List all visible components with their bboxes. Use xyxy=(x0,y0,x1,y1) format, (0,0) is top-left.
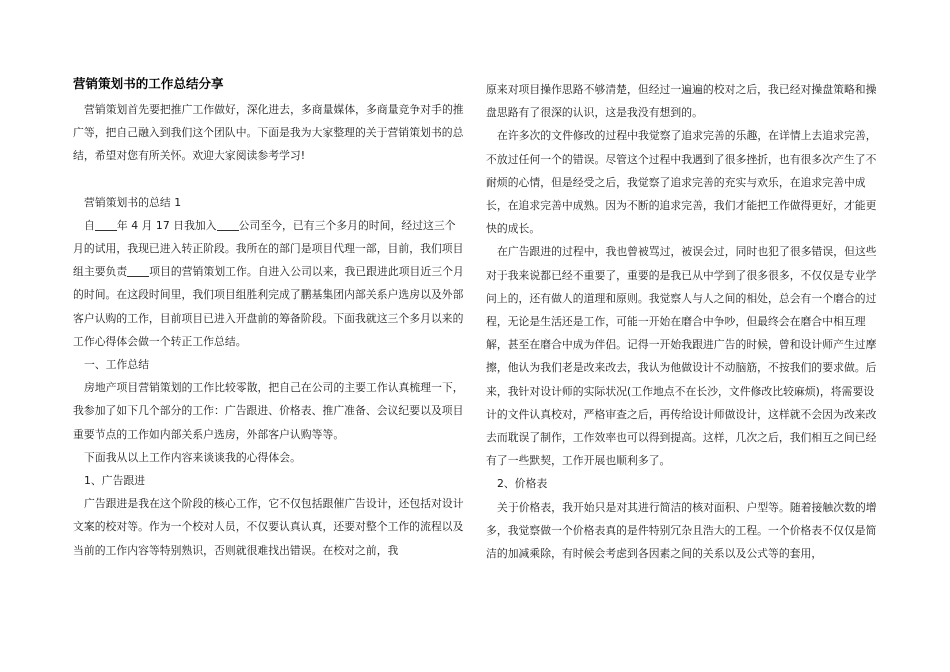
heading-work-summary: 一、工作总结 xyxy=(84,358,150,372)
paragraph-perfection: 在许多次的文件修改的过程中我觉察了追求完善的乐趣，在详情上去追求完善，不放过任何一个的错误。尽管这个过程中我遇到了很多挫折，也有很多次产生了不耐烦的心情，但是经受之后，我觉察了追求完善的充实与欢乐，在追求完善中成长，在追求完善中成熟。因为不断的追求完善，我们才能把工作做得更好，才能更快的成长。 xyxy=(486,129,877,236)
text-segment: 自 xyxy=(84,218,95,232)
left-column xyxy=(73,70,466,562)
text-segment: 年 4 月 17 日我加入 xyxy=(116,218,217,232)
paragraph-ad-followup: 广告跟进是我在这个阶段的核心工作，它不仅包括跟催广告设计，还包括对设计文案的校对等。作为一个校对人员，不仅要认真认真，还要对整个工作的流程以及当前的工作内容等特别熟识，否则就很难找出错误。在校对之前，我 xyxy=(73,497,464,557)
right-column xyxy=(486,78,878,565)
paragraph-transition: 下面我从以上工作内容来谈谈我的心得体会。 xyxy=(84,450,301,464)
blank-line xyxy=(217,218,239,231)
blank-line xyxy=(95,218,117,231)
heading-ad-followup: 1、广告跟进 xyxy=(84,474,146,488)
paragraph-work-overview: 房地产项目营销策划的工作比较零散，把自己在公司的主要工作认真梳理一下，我参加了如下几个部分的工作：广告跟进、价格表、推广准备、会议纪要以及项目重要节点的工作如内部关系户选房，外部客户认购等等。 xyxy=(73,381,464,441)
text-segment: 项目的营销策划工作。自进入公司以来，我已跟进此项目近三个月的时间。在这段时间里，我们项目组胜利完成了鹏基集团内部关系户选房以及外部客户认购的工作，目前项目已进入开盘前的筹备阶段。下面我就这三个多月以来的工作心得体会做一个转正工作总结。 xyxy=(73,265,464,348)
document-title: 营销策划书的工作总结分享 xyxy=(73,76,224,91)
blank-line xyxy=(127,264,149,277)
heading-price-list: 2、价格表 xyxy=(497,477,548,491)
intro-paragraph: 营销策划首先要把推广工作做好，深化进去，多商量媒体，多商量竞争对手的推广等，把自己融入到我们这个团队中。下面是我为大家整理的关于营销策划书的总结，希望对您有所关怀。欢迎大家阅读参考学习! xyxy=(73,103,464,163)
paragraph-probation xyxy=(73,214,466,353)
spacer xyxy=(73,168,466,191)
text-segment: 公司至今，已有三个多月的时间，经过这三个月的试用，我现已进入转正阶段。我所在的部门是项目代理一部，目前，我们项目组主要负责 xyxy=(73,218,464,279)
paragraph-continuation: 原来对项目操作思路不够清楚，但经过一遍遍的校对之后，我已经对操盘策略和操盘思路有了很深的认识，这是我没有想到的。 xyxy=(486,83,877,120)
paragraph-price-list: 关于价格表，我开始只是对其进行简洁的核对面积、户型等。随着接触次数的增多，我觉察做一个价格表真的是件特别冗杂且浩大的工程。一个价格表不仅仅是简洁的加减乘除，有时候会考虑到各因素之间的关系以及公式等的套用， xyxy=(486,500,877,561)
paragraph-cooperation: 在广告跟进的过程中，我也曾被骂过，被误会过，同时也犯了很多错误，但这些对于我来说都已经不重要了，重要的是我已从中学到了很多很多，不仅仅是专业学问上的，还有做人的道理和原则。我觉察人与人之间的相处，总会有一个磨合的过程，无论是生活还是工作，可能一开始在磨合中争吵，但最终会在磨合中相互理解，甚至在磨合中成为伴侣。记得一开始我跟进广告的时候，曾和设计师产生过摩擦，他认为我们老是改来改去，我认为他做设计不动脑筋，不按我们的要求做。后来，我针对设计师的实际状况(工作地点不在长沙，文件修改比较麻烦)，将需要设计的文件认真校对，严格审查之后，再传给设计师做设计，这样就不会因为改来改去而耽误了制作，工作效率也可以得到提高。这样，几次之后，我们相互之间已经有了一些默契，工作开展也顺利多了。 xyxy=(486,245,877,468)
section-title: 营销策划书的总结 1 xyxy=(84,195,182,209)
